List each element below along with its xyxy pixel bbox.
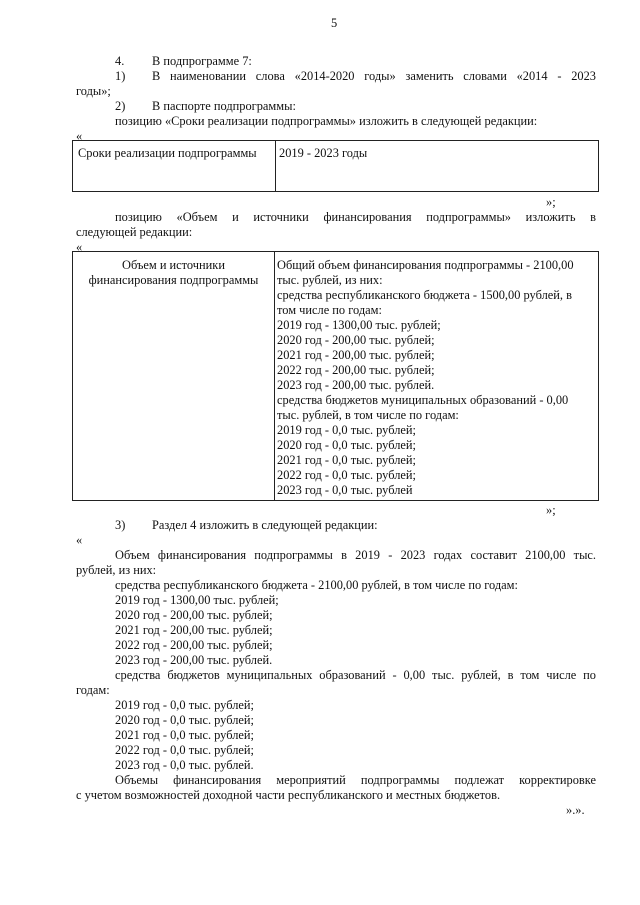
funding-line: 2019 год - 0,0 тыс. рублей; [277, 423, 416, 437]
section4-mun-line2: годам: [76, 683, 110, 697]
item-3-text: Раздел 4 изложить в следующей редакции: [152, 518, 378, 532]
quote-close-1: »; [546, 195, 556, 209]
funding-line: Общий объем финансирования подпрограммы - 2100,00 [277, 258, 574, 272]
table-funding [72, 251, 599, 501]
funding-line: 2021 год - 0,0 тыс. рублей; [277, 453, 416, 467]
section4-final-line2: с учетом возможностей доходной части республиканского и местных бюджетов. [76, 788, 501, 802]
funding-line: 2023 год - 200,00 тыс. рублей. [277, 378, 435, 392]
quote-open-1: « [76, 129, 83, 143]
position-funding-line2: следующей редакции: [76, 225, 193, 239]
section4-mun-line1: средства бюджетов муниципальных образований - 0,00 тыс. рублей, в том числе по [115, 668, 596, 682]
mun-year-line: 2021 год - 0,0 тыс. рублей; [115, 728, 254, 742]
funding-line: средства бюджетов муниципальных образований - 0,00 [277, 393, 569, 407]
mun-year-line: 2020 год - 0,0 тыс. рублей; [115, 713, 254, 727]
item-4-number: 4. [115, 54, 125, 68]
funding-line: 2022 год - 200,00 тыс. рублей; [277, 363, 435, 377]
funding-line: 2021 год - 200,00 тыс. рублей; [277, 348, 435, 362]
funding-line: 2020 год - 200,00 тыс. рублей; [277, 333, 435, 347]
funding-line: тыс. рублей, в том числе по годам: [277, 408, 459, 422]
section4-para1-line2: рублей, из них: [76, 563, 157, 577]
table-term [72, 140, 599, 192]
item-1-line1: В наименовании слова «2014-2020 годы» заменить словами «2014 - 2023 [152, 69, 596, 83]
funding-line: 2023 год - 0,0 тыс. рублей [277, 483, 413, 497]
section4-rep-budget: средства республиканского бюджета - 2100,00 рублей, в том числе по годам: [115, 578, 518, 592]
mun-year-line: 2019 год - 0,0 тыс. рублей; [115, 698, 254, 712]
quote-open-3: « [76, 533, 83, 547]
table-funding-label-line1: Объем и источники [122, 258, 225, 272]
rep-year-line: 2023 год - 200,00 тыс. рублей. [115, 653, 273, 667]
funding-line: 2022 год - 0,0 тыс. рублей; [277, 468, 416, 482]
position-term-intro: позицию «Сроки реализации подпрограммы» изложить в следующей редакции: [115, 114, 538, 128]
rep-year-line: 2019 год - 1300,00 тыс. рублей; [115, 593, 279, 607]
funding-line: 2019 год - 1300,00 тыс. рублей; [277, 318, 441, 332]
rep-year-line: 2022 год - 200,00 тыс. рублей; [115, 638, 273, 652]
mun-year-line: 2022 год - 0,0 тыс. рублей; [115, 743, 254, 757]
rep-year-line: 2020 год - 200,00 тыс. рублей; [115, 608, 273, 622]
item-1-number: 1) [115, 69, 126, 83]
funding-line: том числе по годам: [277, 303, 382, 317]
item-4-text: В подпрограмме 7: [152, 54, 252, 68]
section4-para1-line1: Объем финансирования подпрограммы в 2019 - 2023 годах составит 2100,00 тыс. [115, 548, 596, 562]
table-funding-label-line2: финансирования подпрограммы [88, 273, 259, 287]
item-1-line2: годы»; [76, 84, 111, 98]
table-term-value [276, 141, 599, 192]
section4-final-line1: Объемы финансирования мероприятий подпрограммы подлежат корректировке [115, 773, 596, 787]
item-2-text: В паспорте подпрограммы: [152, 99, 296, 113]
rep-year-line: 2021 год - 200,00 тыс. рублей; [115, 623, 273, 637]
funding-line: 2020 год - 0,0 тыс. рублей; [277, 438, 416, 452]
item-3-number: 3) [115, 518, 126, 532]
position-funding-line1: позицию «Объем и источники финансирования подпрограммы» изложить в [115, 210, 596, 224]
table-funding-label [73, 252, 275, 501]
page-number: 5 [331, 16, 338, 30]
funding-line: средства республиканского бюджета - 1500,00 рублей, в [277, 288, 572, 302]
mun-year-line: 2023 год - 0,0 тыс. рублей. [115, 758, 254, 772]
quote-close-3: ».». [566, 803, 585, 817]
quote-close-2: »; [546, 503, 556, 517]
table-term-value-text: 2019 - 2023 годы [279, 146, 368, 160]
table-term-label-text: Сроки реализации подпрограммы [78, 146, 257, 160]
table-term-label [73, 141, 276, 192]
quote-open-2: « [76, 240, 83, 254]
funding-line: тыс. рублей, из них: [277, 273, 383, 287]
table-funding-value [275, 252, 599, 501]
item-2-number: 2) [115, 99, 126, 113]
